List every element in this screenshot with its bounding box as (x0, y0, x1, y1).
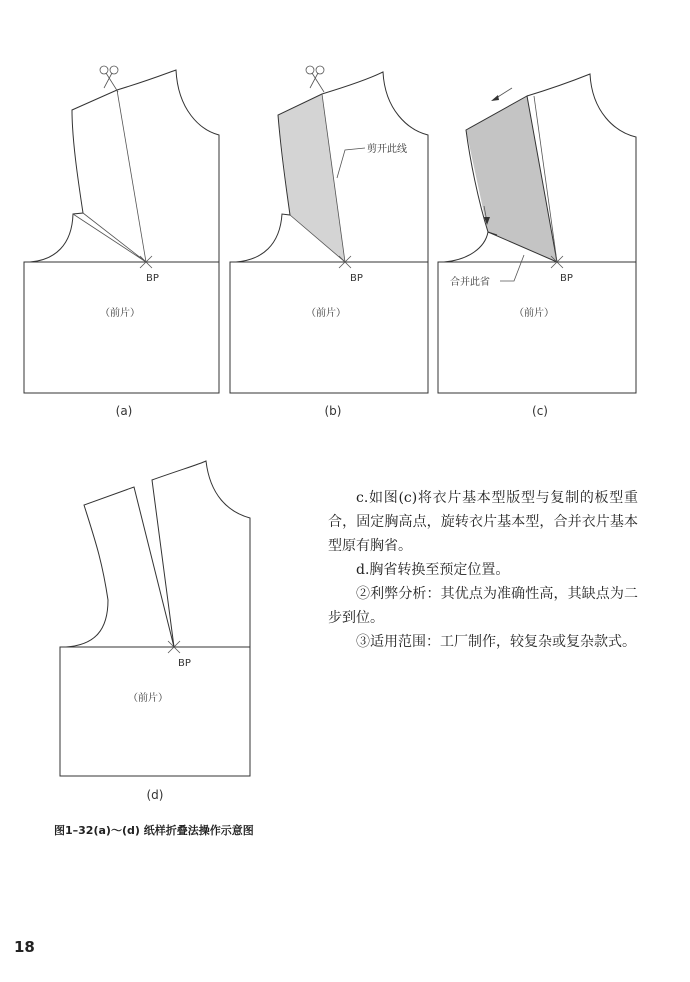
bodice-d-outline (60, 461, 250, 776)
caption-d: (d) (146, 788, 164, 802)
merge-dart-note: 合并此省 (450, 277, 490, 288)
paragraph: c.如图(c)将衣片基本型版型与复制的板型重合，固定胸高点，旋转衣片基本型，合并衣片基本型原有胸省。 (328, 490, 638, 554)
bp-label-b: BP (350, 273, 363, 284)
panel-label-b: （前片） (306, 308, 346, 319)
panel-label-a: （前片） (100, 308, 140, 319)
panel-label-c: （前片） (514, 308, 554, 319)
caption-a: (a) (115, 404, 133, 418)
body-text (328, 486, 638, 654)
bp-label-d: BP (178, 658, 191, 669)
bp-label-c: BP (560, 273, 573, 284)
bp-label-a: BP (146, 273, 159, 284)
page-number: 18 (14, 938, 35, 956)
paragraph: ③适用范围：工厂制作，较复杂或复杂款式。 (356, 634, 636, 650)
paragraph: d.胸省转换至预定位置。 (356, 562, 510, 578)
caption-c: (c) (532, 404, 548, 418)
paragraph: ②利弊分析：其优点为准确性高，其缺点为二步到位。 (328, 586, 638, 626)
caption-b: (b) (324, 404, 342, 418)
figure-caption: 图1–32(a)～(d) 纸样折叠法操作示意图 (54, 824, 254, 837)
cut-line-note: 剪开此线 (367, 144, 407, 155)
panel-label-d: （前片） (128, 693, 168, 704)
